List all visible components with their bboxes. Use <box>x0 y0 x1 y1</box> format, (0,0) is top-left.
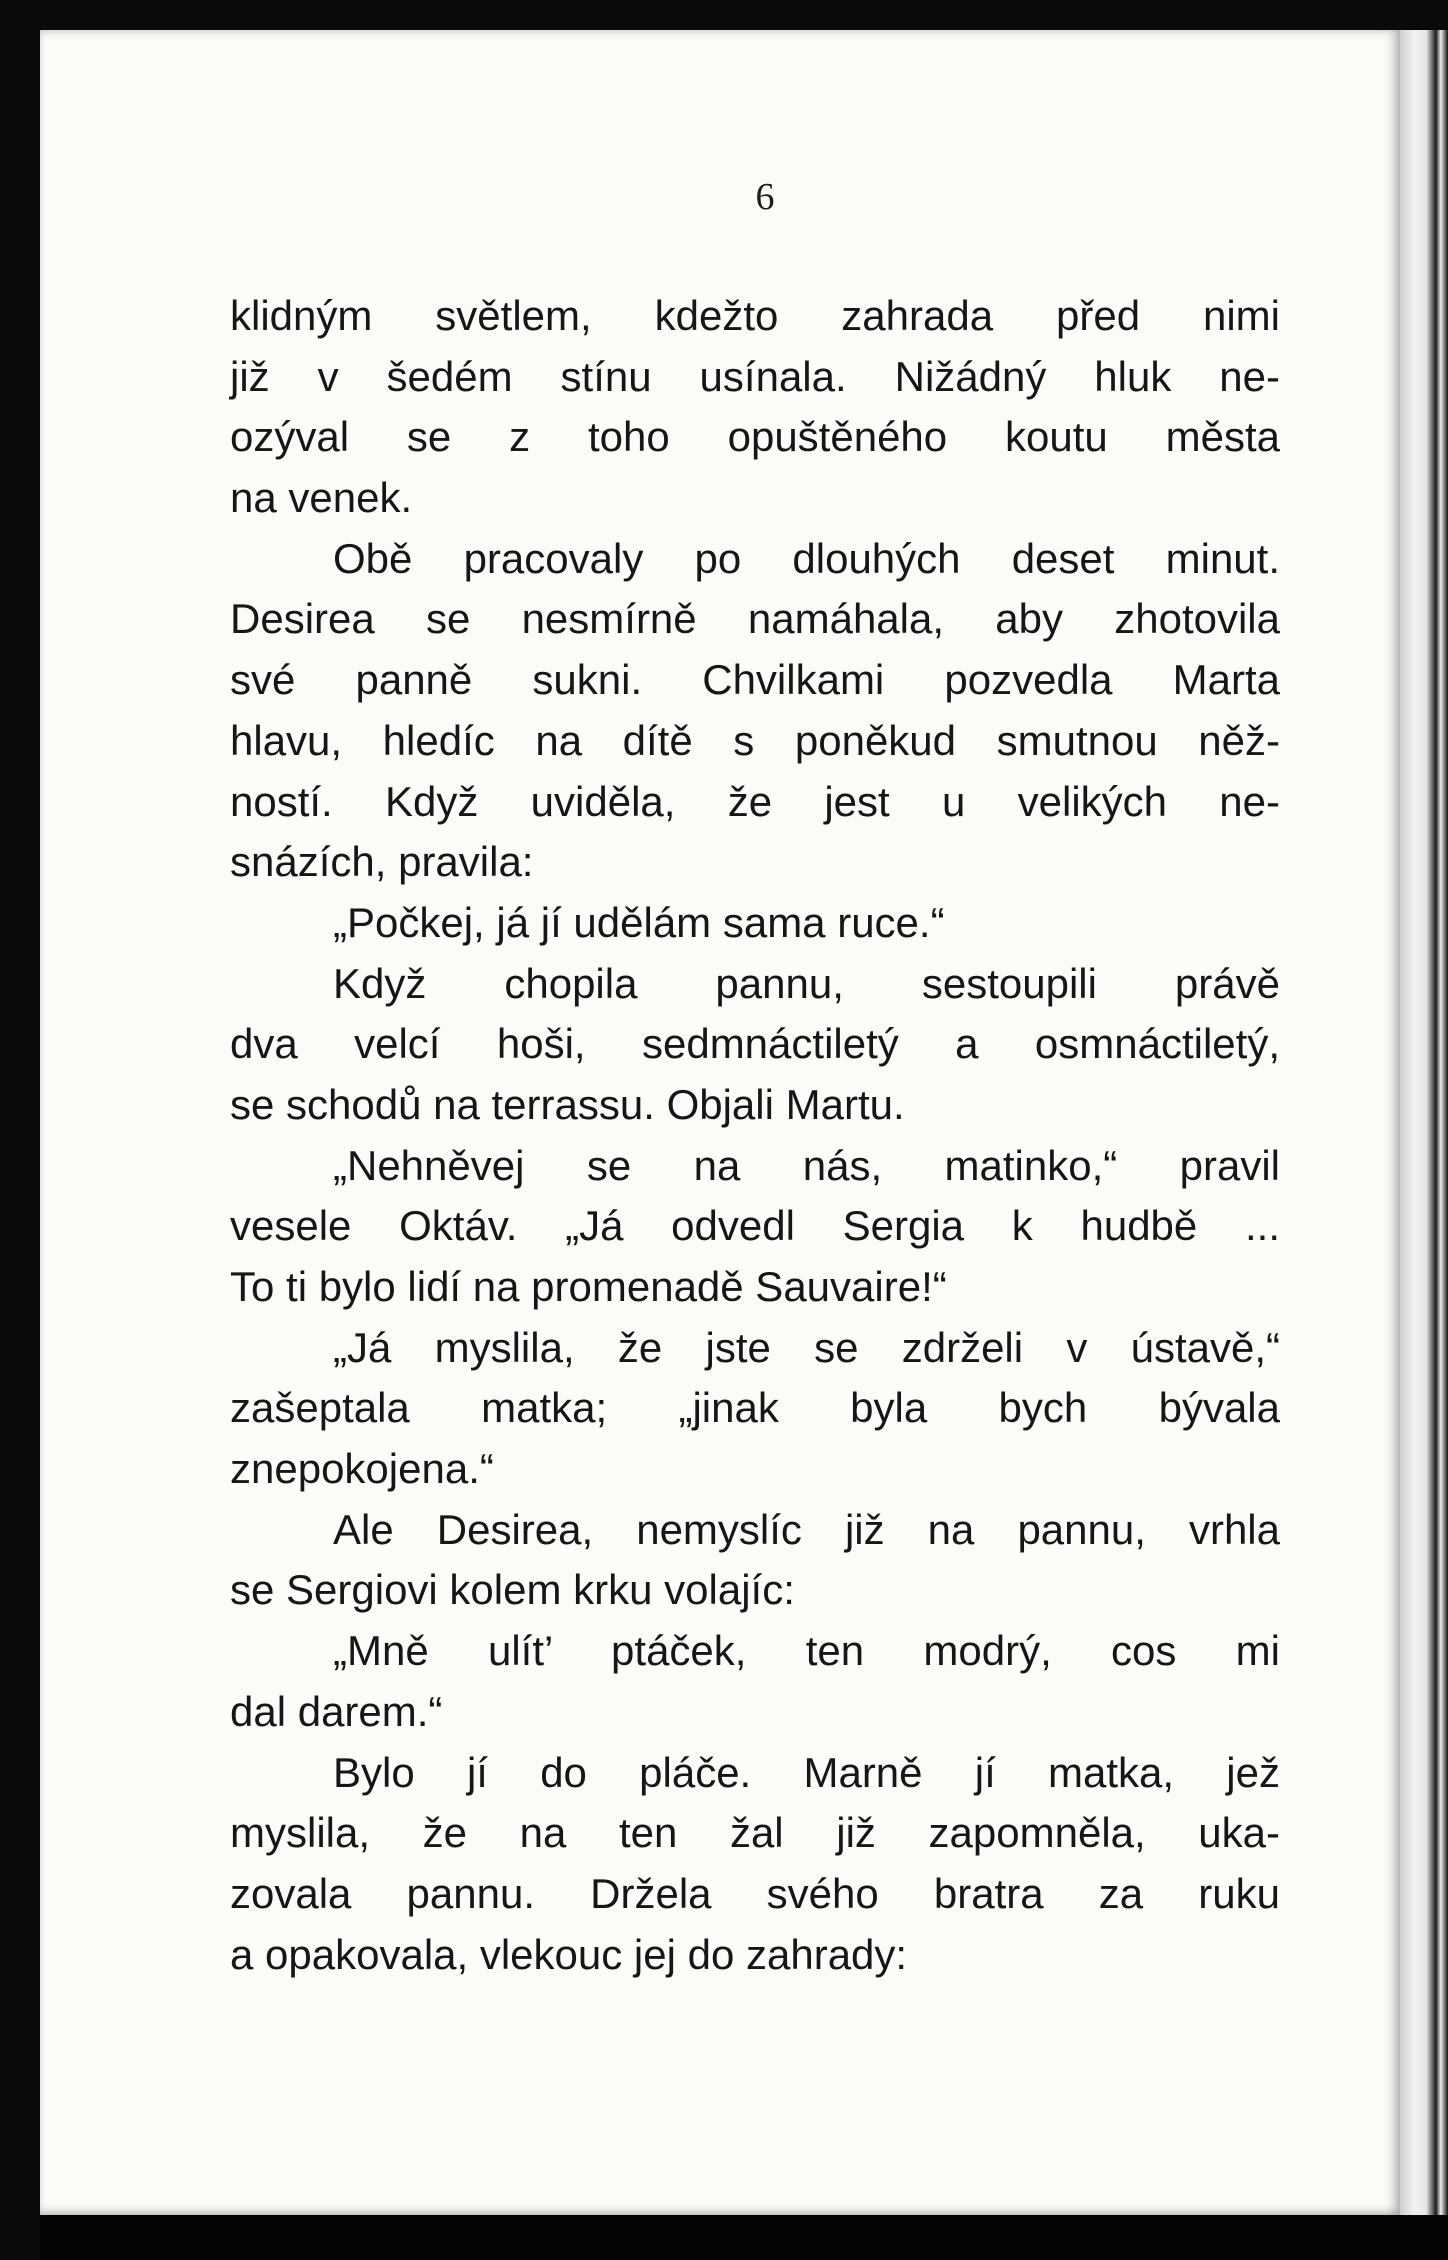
text-line: zašeptala matka; „jinak byla bych bývala <box>230 1384 1280 1432</box>
text-line: myslila, že na ten žal již zapomněla, uka- <box>230 1809 1280 1857</box>
text-line: snázích, pravila: <box>230 838 534 886</box>
text-line: dva velcí hoši, sedmnáctiletý a osmnáctiletý, <box>230 1020 1280 1068</box>
text-line: se Sergiovi kolem krku volajíc: <box>230 1566 795 1614</box>
text-line: a opakovala, vlekouc jej do zahrady: <box>230 1930 908 1978</box>
text-line: „Já myslila, že jste se zdrželi v ústavě,“ <box>333 1323 1280 1371</box>
book-spine-edge <box>1400 30 1448 2215</box>
text-line: „Počkej, já jí udělám sama ruce.“ <box>333 898 945 946</box>
body-text <box>230 286 1280 1985</box>
text-line: Obě pracovaly po dlouhých deset minut. <box>333 534 1280 582</box>
text-line: zovala pannu. Držela svého bratra za ruku <box>230 1869 1280 1917</box>
text-line: Desirea se nesmírně namáhala, aby zhotovila <box>230 595 1280 643</box>
text-line: „Nehněvej se na nás, matinko,“ pravil <box>333 1141 1280 1189</box>
text-line: ností. Když uviděla, že jest u velikých ne- <box>230 777 1280 825</box>
text-line: Ale Desirea, nemyslíc již na pannu, vrhla <box>333 1505 1280 1553</box>
text-line: již v šedém stínu usínala. Nižádný hluk ne- <box>230 352 1280 400</box>
page-number: 6 <box>755 176 775 218</box>
text-line: dal darem.“ <box>230 1687 443 1735</box>
scan-bottom-edge <box>40 2215 1448 2260</box>
text-line: Když chopila pannu, sestoupili právě <box>333 959 1280 1007</box>
text-line: klidným světlem, kdežto zahrada před nimi <box>230 292 1280 339</box>
text-line: na venek. <box>230 474 413 522</box>
text-line: se schodů na terrassu. Objali Martu. <box>230 1080 905 1128</box>
text-line: Bylo jí do pláče. Marně jí matka, jež <box>333 1748 1280 1796</box>
text-line: znepokojena.“ <box>230 1445 494 1493</box>
text-line: „Mně ulít’ ptáček, ten modrý, cos mi <box>333 1627 1280 1675</box>
text-line: To ti bylo lidí na promenadě Sauvaire!“ <box>230 1263 947 1310</box>
text-line: své panně sukni. Chvilkami pozvedla Marta <box>230 656 1280 704</box>
text-line: ozýval se z toho opuštěného koutu města <box>230 413 1280 461</box>
text-line: hlavu, hledíc na dítě s poněkud smutnou něž- <box>230 716 1280 764</box>
text-line: vesele Oktáv. „Já odvedl Sergia k hudbě ... <box>230 1202 1280 1250</box>
